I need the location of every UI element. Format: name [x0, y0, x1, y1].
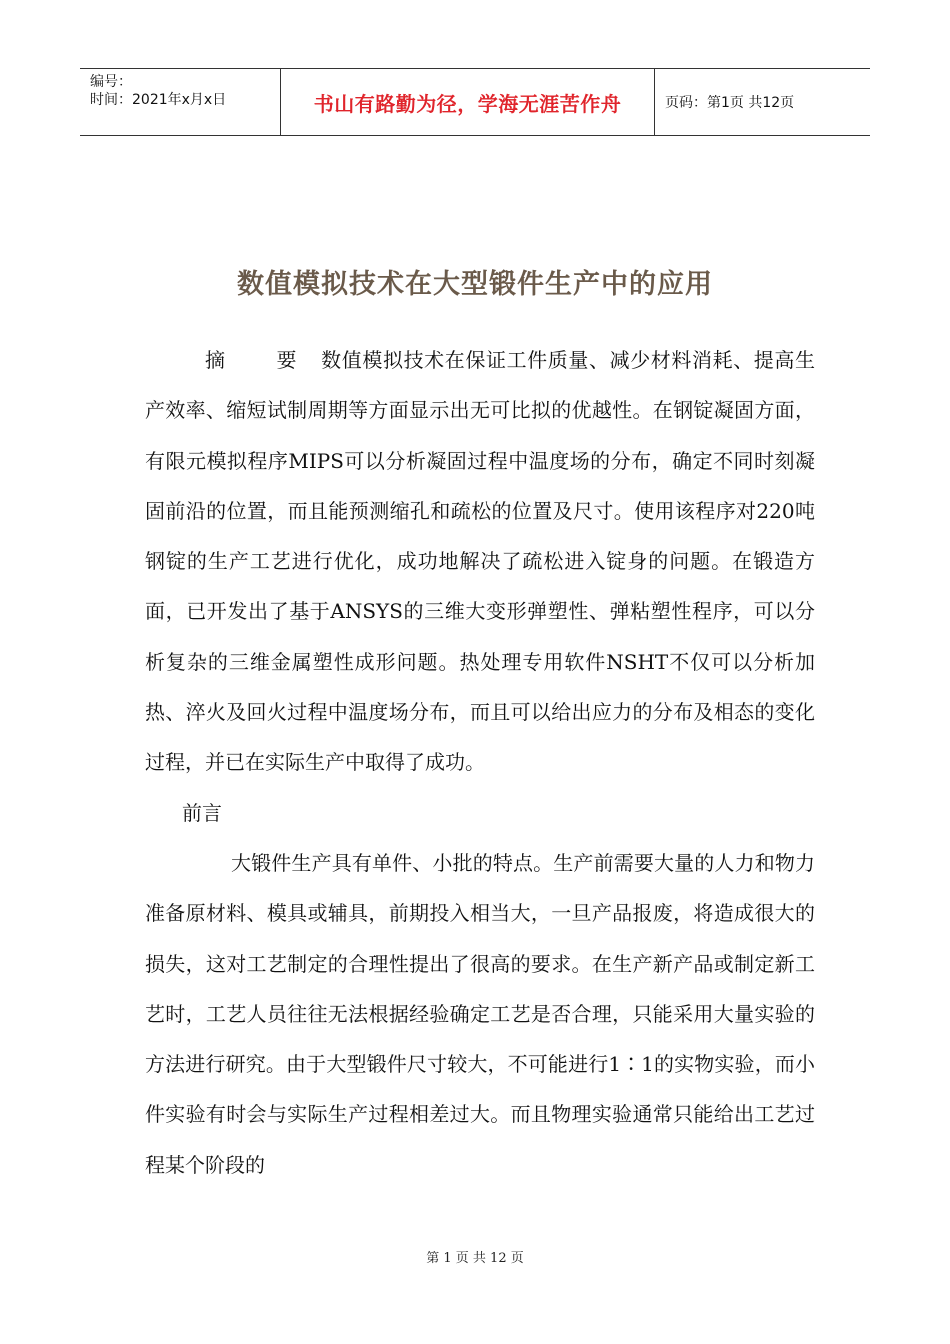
- document-date-label: 时间：2021年x月x日: [90, 92, 227, 108]
- abstract-label: 摘 要: [205, 348, 320, 372]
- document-title: 数值模拟技术在大型锻件生产中的应用: [237, 269, 713, 300]
- document-body: [145, 335, 815, 1190]
- intro-paragraph: 大锻件生产具有单件、小批的特点。生产前需要大量的人力和物力准备原材料、模具或辅具，前期投入相当大，一旦产品报废，将造成很大的损失，这对工艺制定的合理性提出了很高的要求。在生产新产品或制定新工艺时，工艺人员往往无法根据经验确定工艺是否合理，只能采用大量实验的方法进行研究。由于大型锻件尺寸较大，不可能进行1∶1的实物实验，而小件实验有时会与实际生产过程相差过大。而且物理实验通常只能给出工艺过程某个阶段的: [145, 850, 815, 1177]
- header-motto-cell: [281, 69, 655, 135]
- page-footer: 第 1 页 共 12 页: [426, 1251, 524, 1266]
- abstract-paragraph: [145, 335, 815, 788]
- header-meta-cell: [80, 69, 281, 135]
- page-header: [80, 68, 870, 136]
- section-heading: 前言: [182, 800, 222, 825]
- abstract-text: 数值模拟技术在保证工件质量、减少材料消耗、提高生产效率、缩短试制周期等方面显示出无可比拟的优越性。在钢锭凝固方面，有限元模拟程序MIPS可以分析凝固过程中温度场的分布，确定不同时刻凝固前沿的位置，而且能预测缩孔和疏松的位置及尺寸。使用该程序对220吨钢锭的生产工艺进行优化，成功地解决了疏松进入锭身的问题。在锻造方面，已开发出了基于ANSYS的三维大变形弹塑性、弹粘塑性程序，可以分析复杂的三维金属塑性成形问题。热处理专用软件NSHT不仅可以分析加热、淬火及回火过程中温度场分布，而且可以给出应力的分布及相态的变化过程，并已在实际生产中取得了成功。: [145, 348, 816, 775]
- document-number-label: 编号：: [90, 74, 132, 90]
- header-page-info: 页码：第1页 共12页: [665, 95, 795, 111]
- header-page-cell: [655, 69, 870, 135]
- header-motto: 书山有路勤为径，学海无涯苦作舟: [313, 91, 622, 116]
